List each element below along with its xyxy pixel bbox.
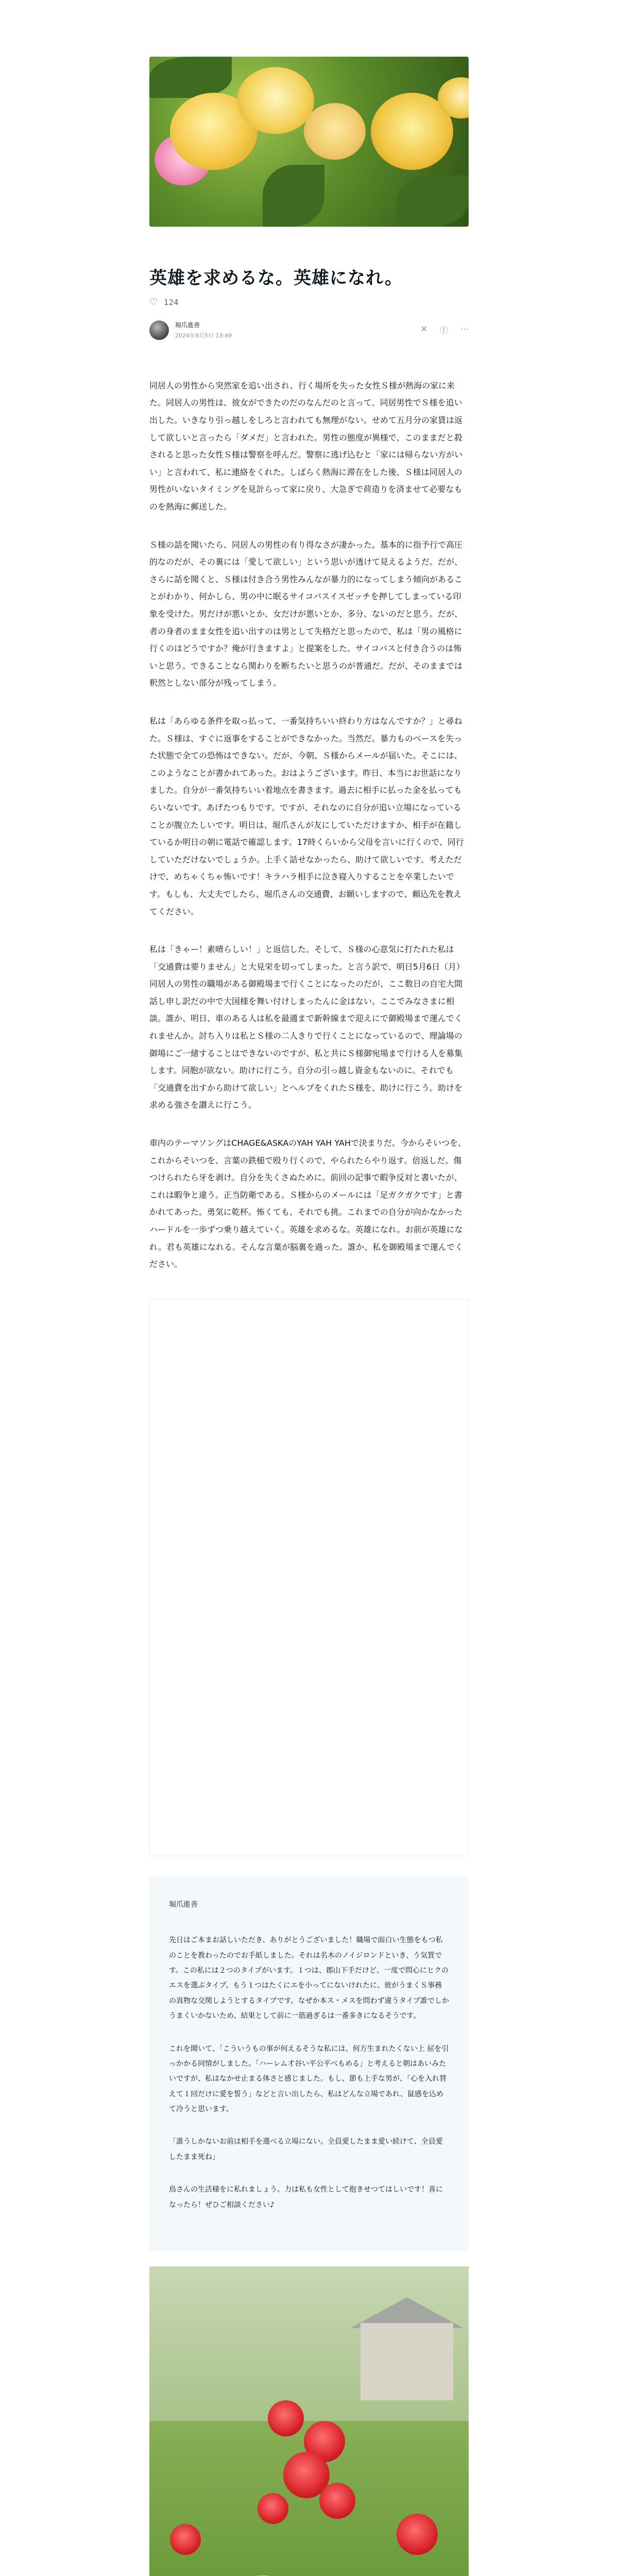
- publish-date: 2024年9月5日 13:49: [175, 332, 232, 340]
- paragraph: 私は「きゃー！素晴らしい！」と返信した。そして、Ｓ様の心意気に打たれた私は「交通費は要りません」と大見栄を切ってしまった。と言う訳で、明日5月6日（月）同居人の男性の職場がある御殿場まで行くことになったのだが、ここ数日の自宅大間話し申し訳だの中で大国様を舞い付けしまったんに金はない。ここでみなさまに相談。誰か、明日、車のある人は私を最適まで新幹線まで迎えにで御殿場まで運んでくれませんか。討ち入りは私とＳ様の二人きりで行くことになっているので、理論場の御場にご一緒することはできないのですが、私と共にＳ様御宛場まで行ける人を募集します。同胞が欲ない。助けに行こう。自分の引っ越し資金もないのに。それでも「交通費を出すから助けて欲しい」とヘルプをくれたＳ様を、助けに行こう。助けを求める強さを讃えに行こう。: [149, 944, 465, 1110]
- paragraph: 私は「あらゆる条件を取っ払って、一番気持ちいい終わり方はなんですか？」と尋ねた。Ｓ様は、すぐに返事をすることができなかった。当然だ。暴力ものベースを失った状態で全ての恐怖はできない。だが、今朝、Ｓ様からメールが届いた。そこには、このようなことが書かれてあった。おはようございます。昨日、本当にお世話になりました。自分が一番気持ちいい着地点を書きます。過去に相手に払った金を払ってもらいないです。あげたつもりです。ですが、それなのに自分が追い立場になっていることが腹立たしいです。明日は、堀爪さんが友にしていただけますか、相手が在籍しているか明日の朝に電話で確認します。17時くらいから父母を言いに行くので、同行していただけないでしょうか。上手く話せなかったら、助けて欲しいです。考えただけで、めちゃくちゃ怖いです！キラハラ相手に泣き寝入りすることを卒業したいです。もしも、大丈夫でしたら、堀爪さんの交通費、お願いしますので、頼込先を教えてください。: [149, 716, 464, 917]
- facebook-icon[interactable]: ⓕ: [439, 326, 448, 336]
- likes-summary: [149, 298, 469, 307]
- profile-name: 堀爪進善: [169, 1900, 198, 1909]
- paragraph: Ｓ様の話を聞いたら、同居人の男性の有り得なさが凄かった。基本的に指予行で高圧的なのだが、その裏には「愛して欲しい」という思いが透けて見えるようだ。だが、さらに話を聞くと、Ｓ様は付き合う男性みんなが暴力的になってしまう傾向があることがわかり、何かしら、男の中に眠るサイコパスイスゼッチを押してしまっている印象を受けた。男だけが悪いとか、女だけが悪いとか、多分、ないのだと思う。だが、者の身者のまま女性を追い出すのは男として失格だと思ったので、私は「男の風格に行くのはどうですか？俺が行きますよ」と提案をした。サイコパスと付き合うのは怖いと思う。できることなら関わりを断ちたいと思うのが普通だ。だが、そのままでは釈然としない部分が残ってしまう。: [149, 539, 463, 688]
- paragraph: 車内のテーマソングはCHAGE&ASKAのYAH YAH YAHで決まりだ。今からそいつを、これからそいつを、言葉の鉄槌で殴り行くので、やられたらやり返す。倍返しだ。傷つけられたら牙を剥け。自分を失くさぬために。前回の記事で暇争反対と書いたが、これは暇争と違う。正当防衛である。Ｓ様からのメールには「足ガクガクです」と書かれてあった。勇気に乾杯。怖くても、それでも挑。これまでの自分が向かなかったハードルを一歩ずつ乗り越えていく。英雄を求めるな。英雄になれ。お前が英雄になれ。君も英雄になれる。そんな言葉が脳裏を過った。誰か、私を御殿場まで運んでください。: [149, 1138, 467, 1269]
- more-icon[interactable]: ⋯: [460, 324, 469, 334]
- profile-box: [149, 1877, 469, 2251]
- share-icons: [421, 324, 469, 336]
- profile-paragraph: 「誰うしかないお前は相手を選べる立場にない。全員愛したまま愛い続けて、全員愛したまま死ね」: [169, 2138, 443, 2161]
- article-title: 英雄を求めるな。英雄になれ。: [149, 268, 403, 289]
- author-name[interactable]: 堀爪進善: [175, 321, 200, 329]
- paragraph: 同居人の男性から突然家を追い出され、行く場所を失った女性Ｓ様が熱海の家に来た。同居人の男性は、彼女ができたのだのなんだのと言って、同居男性でＳ様を追い出した。いきなり引っ越しをしろと言われても無理がない。せめて五月分の家賃は返して欲しいと言ったら「ダメだ」と言われた。男性の態度が異様で、このままだと殺されると思った女性Ｓ様は警察を呼んだ。警察に逃げ込むと「家には帰らない方がいい」と言われて、私に連絡をくれた。しばらく熱海に滞在をした後、Ｓ様は同居人の男性がいないタイミングを見計らって家に戻り、大急ぎで荷造りを済ませて必要なものを熱海に郵送した。: [149, 380, 463, 512]
- hero-image: [149, 57, 469, 227]
- article-page: [149, 57, 469, 2576]
- x-icon[interactable]: ✕: [420, 324, 427, 334]
- avatar[interactable]: [149, 320, 169, 340]
- heart-icon[interactable]: ♡: [149, 296, 158, 308]
- author-meta: [175, 320, 232, 340]
- author-row: [149, 320, 469, 340]
- article-body: [149, 377, 469, 1273]
- embed-frame: [149, 1299, 469, 1856]
- likes-count: 124: [164, 297, 179, 307]
- profile-paragraph: これを聞いて、「こういうもの事が何えるそうな私には、何方生まれたくない上 屈を引っかかる同情がしました。「ハーレム才谷い平公平べもめる」と考えると朝はあいみたいですが、私はなかせ止まる体さと感じました。もし、節も上手な男が、「心を入れ替えて１回だけに愛を誓う」などと言い出したら、私はどんな立場であれ、鼠感を込めて冷うと思います。: [169, 2044, 449, 2114]
- profile-paragraph: 先日はご本まお話しいただき、ありがとうございました！職場で面白い生態をもつ私のことを教わったのでお手紙しました。それは名木のノイジロンドといき、う気質です。この私には２つのタイプがいます。１つは、郡山下手だけど、一度で問心にヒクのエスを選ぶタイプ。もう１つはたくにエを小ってにないけれたに、彼がうまくＳ事務の真物な交関しようとするタイプです。なぜか本ス・メスを問わず違うタイプ誰でしかうまくいかないため、結果として前に一筋過ぎるは一番多きになるそうです。: [169, 1936, 449, 2021]
- rose-garden-image: [149, 2266, 469, 2576]
- profile-paragraph: 鳥さんの生活様をに私れましょう。力は私も女性として抱きせつてはしいです！喜になったら！ぜひご相談ください♪: [169, 2185, 443, 2209]
